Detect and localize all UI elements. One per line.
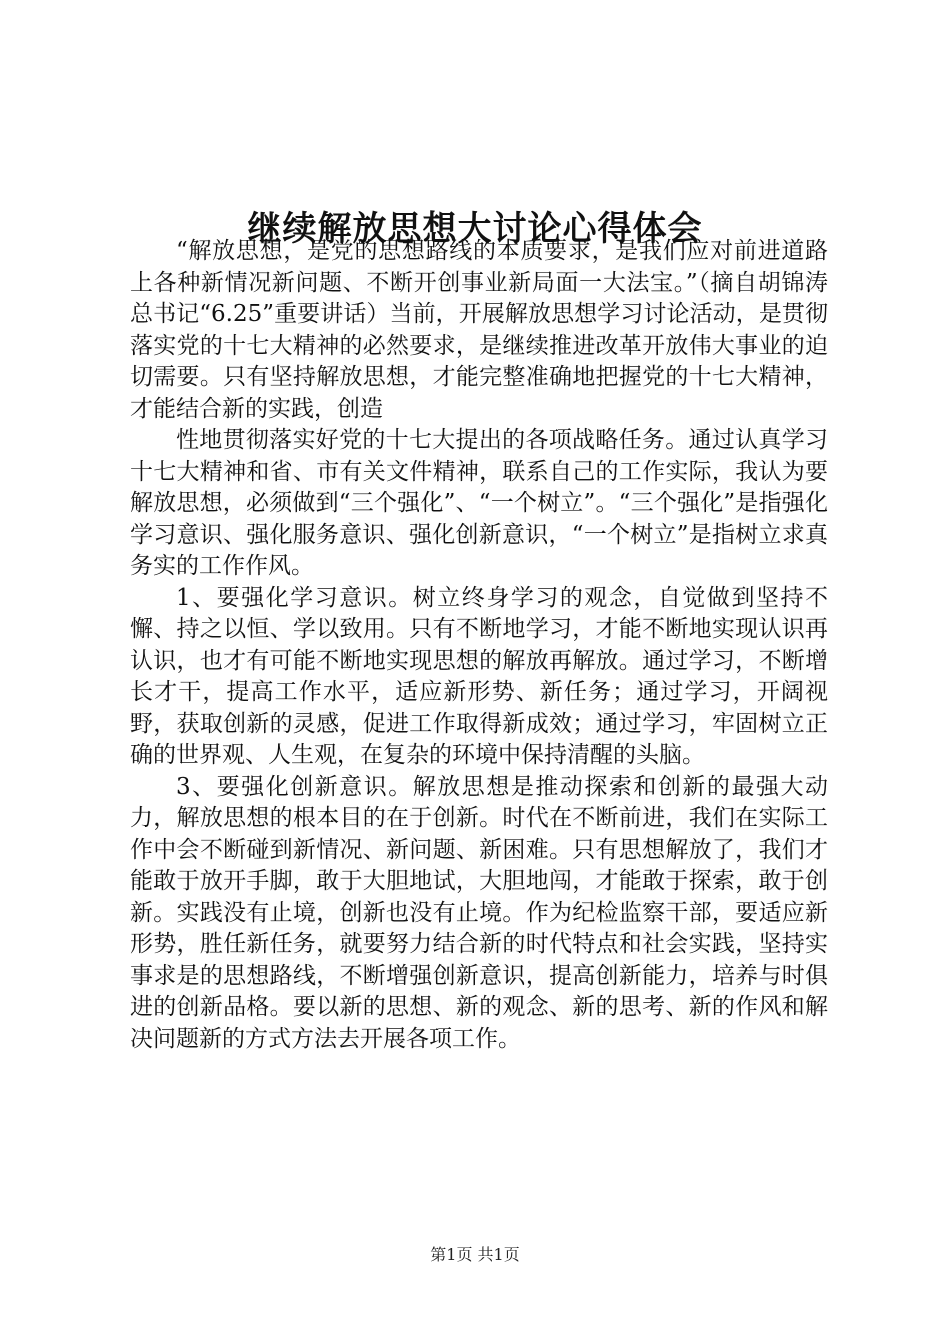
- paragraph-innovation-awareness: 3、要强化创新意识。解放思想是推动探索和创新的最强大动力，解放思想的根本目的在于创新。时代在不断前进，我们在实际工作中会不断碰到新情况、新问题、新困难。只有思想解放了，我们才能敢于放开手脚，敢于大胆地试，大胆地闯，才能敢于探索，敢于创新。实践没有止境，创新也没有止境。作为纪检监察干部，要适应新形势，胜任新任务，就要努力结合新的时代特点和社会实践，坚持实事求是的思想路线，不断增强创新意识，提高创新能力，培养与时俱进的创新品格。要以新的思想、新的观念、新的思考、新的作风和解决问题新的方式方法去开展各项工作。: [130, 773, 828, 1052]
- page-number-footer: 第1页 共1页: [430, 1245, 520, 1264]
- paragraph-intro: “解放思想，是党的思想路线的本质要求，是我们应对前进道路上各种新情况新问题、不断开创事业新局面一大法宝。”（摘自胡锦涛总书记“6.25”重要讲话）当前，开展解放思想学习讨论活动，是贯彻落实党的十七大精神的必然要求，是继续推进改革开放伟大事业的迫切需要。只有坚持解放思想，才能完整准确地把握党的十七大精神，才能结合新的实践，创造: [130, 238, 828, 422]
- document-title: 继续解放思想大讨论心得体会: [247, 208, 703, 249]
- paragraph-three-strengthen: 性地贯彻落实好党的十七大提出的各项战略任务。通过认真学习十七大精神和省、市有关文件精神，联系自己的工作实际，我认为要解放思想，必须做到“三个强化”、“一个树立”。“三个强化”是指强化学习意识、强化服务意识、强化创新意识，“一个树立”是指树立求真务实的工作作风。: [130, 427, 828, 579]
- document-body: [130, 236, 828, 1055]
- paragraph-learning-awareness: 1、要强化学习意识。树立终身学习的观念，自觉做到坚持不懈、持之以恒、学以致用。只有不断地学习，才能不断地实现认识再认识，也才有可能不断地实现思想的解放再解放。通过学习，不断增长才干，提高工作水平，适应新形势、新任务；通过学习，开阔视野，获取创新的灵感，促进工作取得新成效；通过学习，牢固树立正确的世界观、人生观，在复杂的环境中保持清醒的头脑。: [130, 584, 828, 768]
